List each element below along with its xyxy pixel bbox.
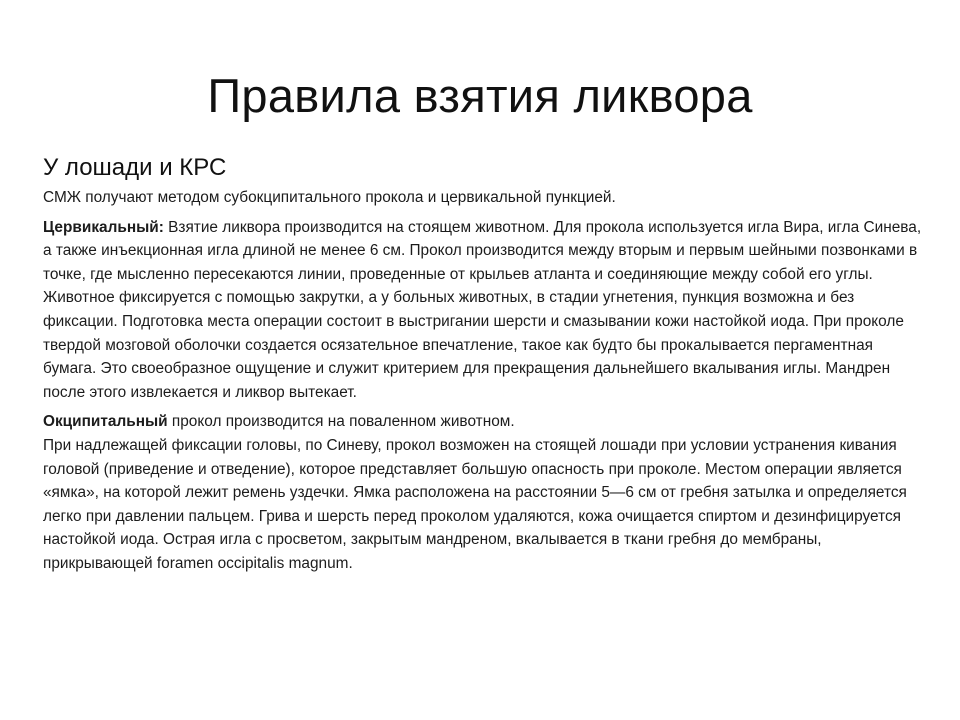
cervical-text: Взятие ликвора производится на стоящем животном. Для прокола используется игла Вира, игла Синева, а также инъекционная игла длиной не менее 6 см. Прокол производится между вторым и первым шейными позвонками в точке, где мысленно пересекаются линии, проведенные от крыльев атланта и соединяющие между собой его углы. Животное фиксируется с помощью закрутки, а у больных животных, в стадии угнетения, пункция возможна и без фиксации. Подготовка места операции состоит в выстригании шерсти и смазывании кожи настойкой иода. При проколе твердой мозговой оболочки создается осязательное впечатление, такое как будто бы прокалывается пергаментная бумага. Это своеобразное ощущение и служит критерием для прекращения дальнейшего вкалывания иглы. Мандрен после этого извлекается и ликвор вытекает.	[43, 218, 922, 401]
slide-title: Правила взятия ликвора	[207, 69, 753, 122]
slide-subtitle: У лошади и КРС	[43, 154, 227, 181]
occipital-text: прокол производится на поваленном животном.	[167, 413, 515, 431]
slide-content	[43, 152, 923, 582]
occipital-label: Окципитальный	[43, 413, 168, 431]
cervical-label: Цервикальный:	[43, 218, 164, 236]
intro-paragraph: СМЖ получают методом субокципитального прокола и цервикальной пункцией.	[43, 189, 616, 206]
occipital-paragraph	[43, 410, 923, 575]
occipital-continuation: При надлежащей фиксации головы, по Синеву, прокол возможен на стоящей лошади при условии устранения кивания головой (приведение и отведение), которое представляет большую опасность при проколе. Местом операции является «ямка», на которой лежит ремень уздечки. Ямка расположена на расстоянии 5—6 см от гребня затылка и определяется легко при давлении пальцем. Грива и шерсть перед проколом удаляются, кожа очищается спиртом и дезинфицируется настойкой иода. Острая игла с просветом, закрытым мандреном, вкалывается в ткани гребня до мембраны, прикрывающей foramen occipitalis magnum.	[43, 436, 907, 572]
cervical-paragraph	[43, 216, 923, 405]
